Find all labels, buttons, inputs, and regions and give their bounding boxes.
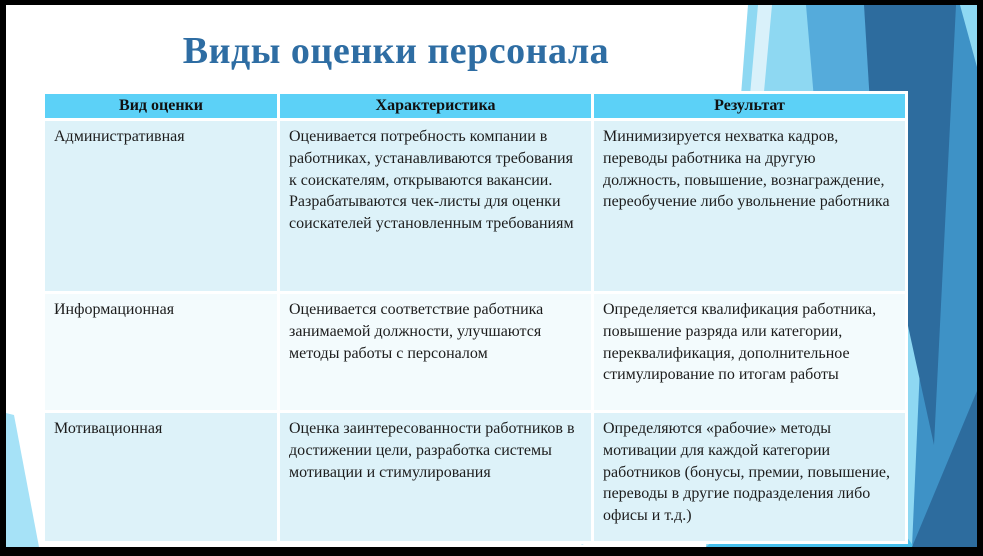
evaluation-table [42, 91, 908, 544]
column-header-type: Вид оценки [45, 94, 277, 118]
column-header-characteristic: Характеристика [280, 94, 591, 118]
cell-result: Определяются «рабочие» методы мотивации для каждой категории работников (бонусы, премии, повышение, переводы в другие подразделения либо офисы и т.д.) [594, 413, 905, 541]
cell-type-informational: Информационная [45, 294, 277, 410]
cell-result: Определяется квалификация работника, повышение разряда или категории, переквалификация, дополнительное стимулирование по итогам работы [594, 294, 905, 410]
page-title: Виды оценки персонала [182, 30, 610, 72]
cell-result: Минимизируется нехватка кадров, переводы работника на другую должность, повышение, вознаграждение, переобучение либо увольнение работника [594, 121, 905, 291]
table-header-row [45, 94, 905, 118]
table-row [45, 413, 905, 541]
table-row [45, 121, 905, 291]
cell-characteristic: Оценивается потребность компании в работниках, устанавливаются требования к соискателям, открываются вакансии. Разрабатываются чек-листы для оценки соискателей установленным требованиям [280, 121, 591, 291]
column-header-result: Результат [594, 94, 905, 118]
deco-left-wedge [6, 413, 39, 547]
cell-type-administrative: Административная [45, 121, 277, 291]
cell-type-motivational: Мотивационная [45, 413, 277, 541]
cell-characteristic: Оценка заинтересованности работников в достижении цели, разработка системы мотивации и стимулирования [280, 413, 591, 541]
cell-characteristic: Оценивается соответствие работника занимаемой должности, улучшаются методы работы с персоналом [280, 294, 591, 410]
slide [6, 5, 977, 547]
table-row [45, 294, 905, 410]
